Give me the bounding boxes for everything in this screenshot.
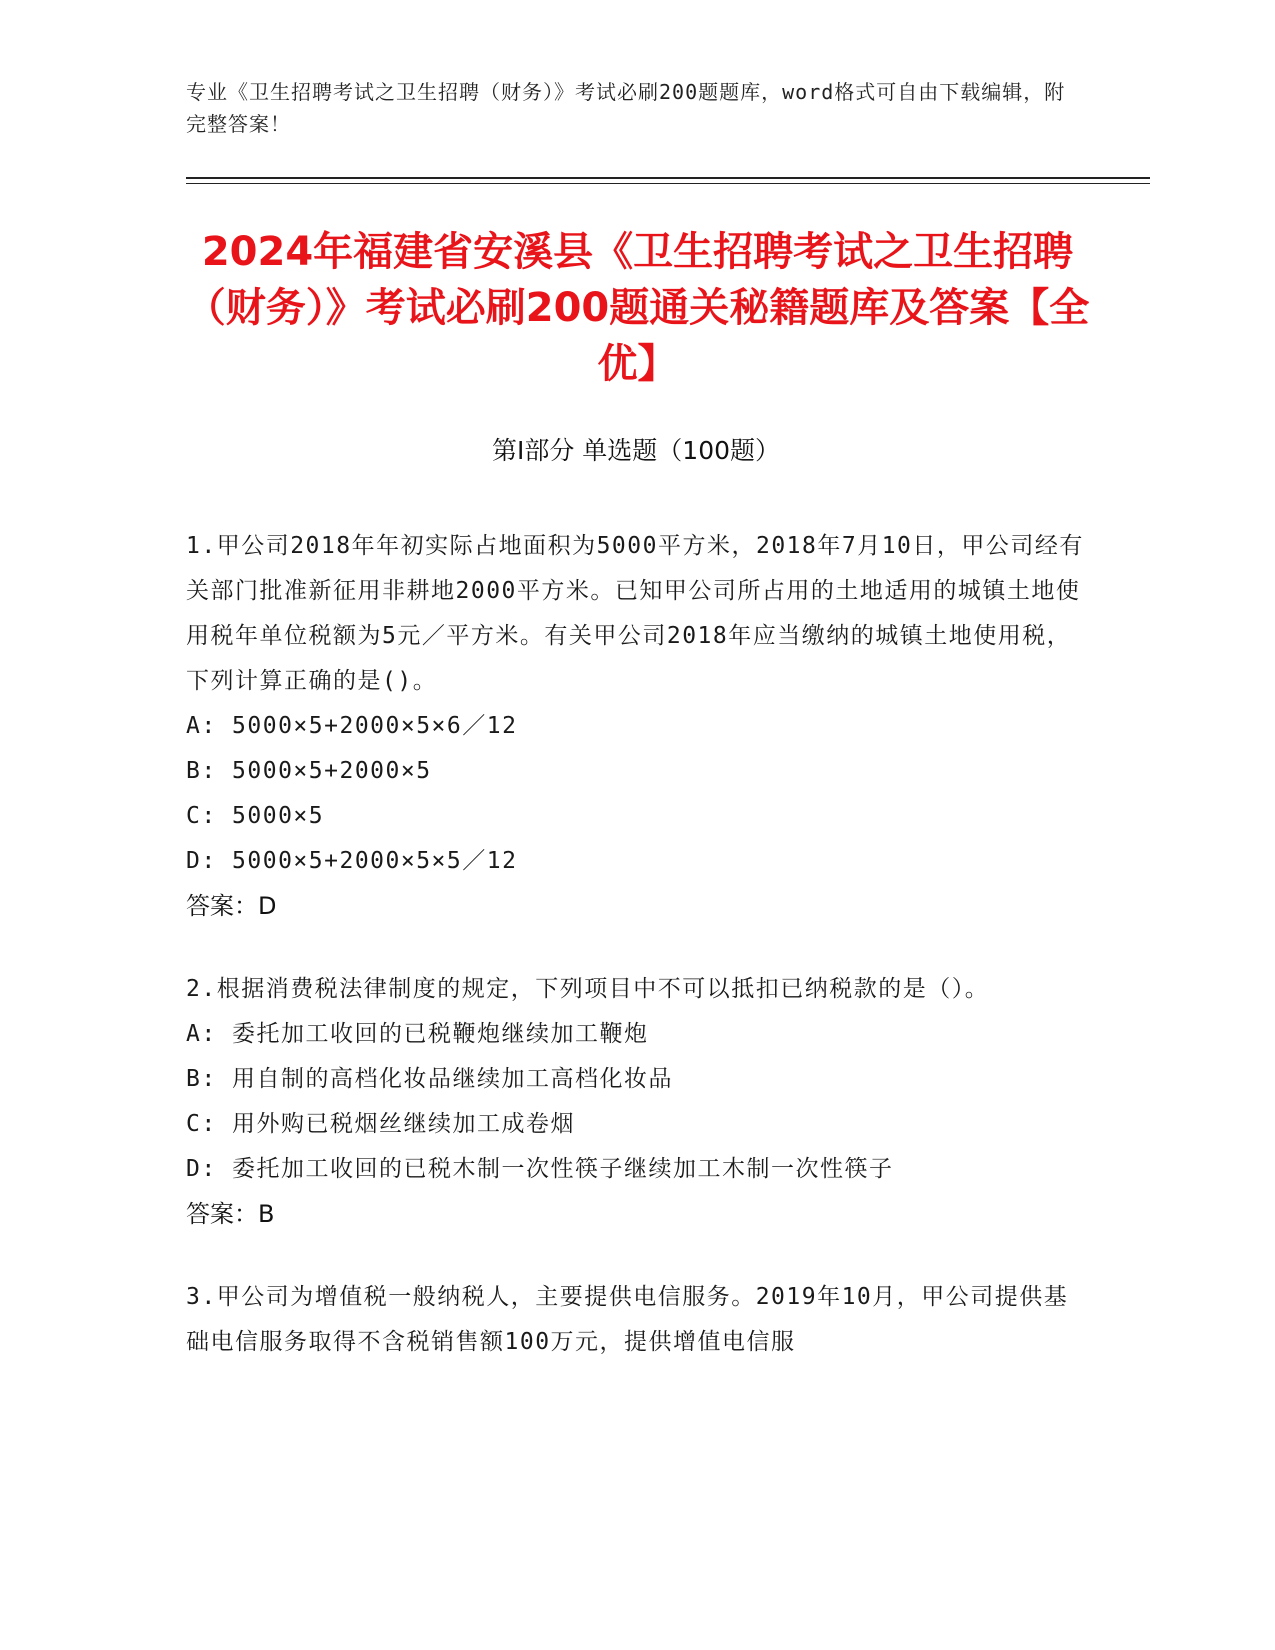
option-a: A: 委托加工收回的已税鞭炮继续加工鞭炮	[186, 1021, 649, 1047]
header-divider-thick	[186, 177, 1150, 179]
option-a: A: 5000×5+2000×5×6／12	[186, 713, 518, 739]
answer: 答案：D	[186, 892, 277, 920]
document-title: 2024年福建省安溪县《卫生招聘考试之卫生招聘（财务）》考试必刷200题通关秘籍题库及答案【全优】	[185, 229, 1090, 387]
option-d: D: 委托加工收回的已税木制一次性筷子继续加工木制一次性筷子	[186, 1156, 894, 1182]
section-heading: 第Ⅰ部分 单选题（100题）	[491, 436, 781, 465]
header-note: 专业《卫生招聘考试之卫生招聘（财务）》考试必刷200题题库，word格式可自由下载编辑，附完整答案！	[186, 80, 1066, 136]
question-text: 3.甲公司为增值税一般纳税人，主要提供电信服务。2019年10月，甲公司提供基础电信服务取得不含税销售额100万元，提供增值电信服	[186, 1284, 1069, 1355]
question-2	[186, 967, 1086, 1237]
question-text: 1.甲公司2018年年初实际占地面积为5000平方米，2018年7月10日，甲公司经有关部门批准新征用非耕地2000平方米。已知甲公司所占用的土地适用的城镇土地使用税年单位税额为5元／平方米。有关甲公司2018年应当缴纳的城镇土地使用税，下列计算正确的是()。	[186, 533, 1084, 694]
option-b: B: 用自制的高档化妆品继续加工高档化妆品	[186, 1066, 674, 1092]
option-d: D: 5000×5+2000×5×5／12	[186, 848, 518, 874]
option-c: C: 用外购已税烟丝继续加工成卷烟	[186, 1111, 576, 1137]
option-b: B: 5000×5+2000×5	[186, 758, 432, 784]
question-text: 2.根据消费税法律制度的规定，下列项目中不可以抵扣已纳税款的是（）。	[186, 976, 990, 1002]
question-1	[186, 524, 1086, 929]
question-list	[186, 524, 1086, 1403]
option-c: C: 5000×5	[186, 803, 325, 829]
header-divider-thin	[186, 183, 1150, 184]
question-3	[186, 1275, 1086, 1365]
answer: 答案：B	[186, 1200, 275, 1228]
